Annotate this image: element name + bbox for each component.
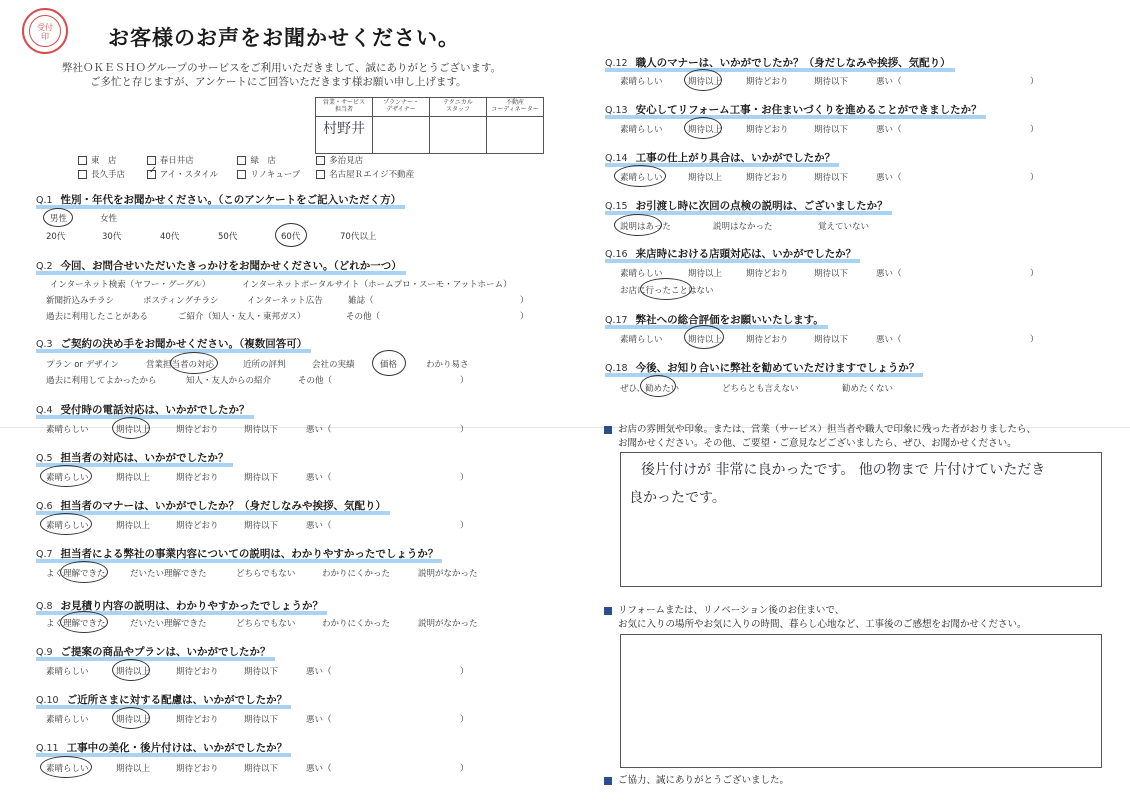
intro-line-2: ご多忙と存じますが、アンケートにご回答いただきます様お願い申し上げます。 xyxy=(90,76,467,88)
rating-option[interactable]: 期待以下 xyxy=(814,269,849,279)
q15-option[interactable]: 説明はあった xyxy=(620,222,671,232)
rating-option[interactable]: 期待どおり xyxy=(176,667,219,677)
rating-option[interactable]: 期待どおり xyxy=(746,335,789,345)
rating-option[interactable]: 素晴らしい xyxy=(46,473,89,483)
answer-circle xyxy=(60,611,108,633)
rating-option[interactable]: 期待以上 xyxy=(116,764,151,774)
rating-option[interactable]: 期待以上 xyxy=(688,173,723,183)
store-label: リノキューブ xyxy=(250,170,301,180)
understand-option[interactable]: だいたい理解できた xyxy=(130,619,207,629)
rating-paren-close: ） xyxy=(460,764,469,774)
rating-option[interactable]: 期待どおり xyxy=(746,269,789,279)
q1-age-70s[interactable]: 70代以上 xyxy=(340,232,377,242)
rating-option[interactable]: 期待以上 xyxy=(688,335,723,345)
rating-option-bad[interactable]: 悪い（ xyxy=(876,173,902,183)
rating-paren-close: ） xyxy=(1030,125,1039,135)
question-15: Q.15 お引渡し時に次回の点検の説明は、ございましたか？ xyxy=(605,198,892,215)
staff-value-sales[interactable] xyxy=(316,117,373,154)
rating-paren-close: ） xyxy=(1030,335,1039,345)
q3-option[interactable]: 営業担当者の対応 xyxy=(146,360,215,370)
rating-option[interactable]: 期待以上 xyxy=(116,521,151,531)
question-13: Q.13 安心してリフォーム工事・お住まいづくりを進めることができましたか？ xyxy=(605,102,986,119)
rating-option-bad[interactable]: 悪い（ xyxy=(306,521,332,531)
q2-option[interactable]: ご紹介（知人・友人・東邦ガス） xyxy=(178,312,306,322)
rating-option[interactable]: 期待以上 xyxy=(688,77,723,87)
handwritten-comment-line-2: 良かったです。 xyxy=(629,490,726,506)
rating-option[interactable]: 素晴らしい xyxy=(620,269,663,279)
answer-circle xyxy=(112,417,150,439)
staff-table xyxy=(315,97,544,154)
checkbox[interactable] xyxy=(316,156,325,165)
rating-option[interactable]: 素晴らしい xyxy=(46,764,89,774)
q2-option[interactable]: 過去に利用したことがある xyxy=(46,312,149,322)
rating-option[interactable]: 期待以下 xyxy=(814,77,849,87)
q1-gender-female[interactable]: 女性 xyxy=(100,214,118,224)
q1-age-20s[interactable]: 20代 xyxy=(46,232,66,242)
rating-option[interactable]: 期待どおり xyxy=(176,764,219,774)
handwritten-comment-line-1: 後片付けが 非常に良かったです。 他の物まで 片付けていただき xyxy=(641,462,1046,478)
q3-paren-close: ） xyxy=(460,376,469,386)
q2-option[interactable]: ポスティングチラシ xyxy=(143,296,219,306)
store-label: 緑 店 xyxy=(250,156,276,166)
question-14: Q.14 工事の仕上がり具合は、いかがでしたか？ xyxy=(605,150,839,167)
comment-section-1-line-2: お聞かせください。その他、ご要望・ご意見などございましたら、ぜひ、お聞かせください。 xyxy=(618,438,1017,449)
answer-circle xyxy=(372,350,406,376)
bullet-square-icon xyxy=(604,607,612,615)
q3-option[interactable]: プラン or デザイン xyxy=(46,360,120,370)
rating-paren-close: ） xyxy=(460,521,469,531)
rating-paren-close: ） xyxy=(1030,77,1039,87)
rating-option-bad[interactable]: 悪い（ xyxy=(306,764,332,774)
question-1: Q.1 性別・年代をお聞かせください。（このアンケートをご記入いただく方） xyxy=(36,192,405,209)
q3-option[interactable]: 過去に利用してよかったから xyxy=(46,376,157,386)
answer-circle xyxy=(640,278,692,300)
q2-option[interactable]: 新聞折込みチラシ xyxy=(46,296,115,306)
q2-option[interactable]: インターネット検索（ヤフー・グーグル） xyxy=(50,280,211,290)
comment-section-2-line-1: リフォームまたは、リノベーション後のお住まいで、 xyxy=(618,605,845,616)
question-4: Q.4 受付時の電話対応は、いかがでしたか？ xyxy=(36,402,254,419)
understand-option[interactable]: わかりにくかった xyxy=(322,569,391,579)
answer-circle xyxy=(684,69,722,91)
q1-age-30s[interactable]: 30代 xyxy=(102,232,122,242)
intro-line-1: 弊社ＯＫＥＳＨＯグループのサービスをご利用いただきまして、誠にありがとうございます。 xyxy=(62,62,502,74)
staff-value-realestate[interactable] xyxy=(487,117,544,154)
rating-option[interactable]: 素晴らしい xyxy=(46,521,89,531)
store-label: 多治見店 xyxy=(329,156,364,166)
store-label: 東 店 xyxy=(91,156,117,166)
thanks-text: ご協力、誠にありがとうございました。 xyxy=(618,775,790,786)
answer-circle xyxy=(60,561,108,583)
rating-option[interactable]: 期待以上 xyxy=(688,269,723,279)
comment-section-2-line-2: お気に入りの場所やお気に入りの時間、暮らし心地など、工事後のご感想をお聞かせください。 xyxy=(618,619,1027,630)
staff-header-sales: 営業・サービス 担当者 xyxy=(316,98,373,117)
rating-option-bad[interactable]: 悪い（ xyxy=(876,77,902,87)
rating-option-bad[interactable]: 悪い（ xyxy=(306,667,332,677)
rating-paren-close: ） xyxy=(460,473,469,483)
rating-option[interactable]: 期待以下 xyxy=(244,425,279,435)
rating-option[interactable]: 素晴らしい xyxy=(620,77,663,87)
question-18: Q.18 今後、お知り合いに弊社を勧めていただけますでしょうか？ xyxy=(605,360,923,377)
comment-section-2-heading xyxy=(604,604,1027,632)
understand-option[interactable]: わかりにくかった xyxy=(322,619,391,629)
rating-option[interactable]: 期待以上 xyxy=(116,667,151,677)
q3-option[interactable]: 会社の実績 xyxy=(312,360,355,370)
understand-option[interactable]: 説明がなかった xyxy=(418,619,478,629)
staff-header-technical: テクニカル スタッフ xyxy=(430,98,487,117)
q1-age-50s[interactable]: 50代 xyxy=(218,232,238,242)
rating-paren-close: ） xyxy=(460,425,469,435)
store-option[interactable] xyxy=(237,168,313,180)
bullet-square-icon xyxy=(604,426,612,434)
answer-circle xyxy=(112,707,150,729)
rating-paren-close: ） xyxy=(1030,173,1039,183)
understand-option[interactable]: 説明がなかった xyxy=(418,569,478,579)
store-option[interactable] xyxy=(78,168,144,180)
q3-option[interactable]: わかり易さ xyxy=(426,360,469,370)
staff-value-technical[interactable] xyxy=(430,117,487,154)
question-11: Q.11 工事中の美化・後片付けは、いかがでしたか？ xyxy=(36,740,291,757)
rating-option[interactable]: 素晴らしい xyxy=(620,173,663,183)
store-option[interactable] xyxy=(147,165,235,180)
rating-option[interactable]: 素晴らしい xyxy=(46,425,89,435)
checkbox[interactable] xyxy=(147,156,156,165)
answer-circle xyxy=(614,165,666,187)
rating-option[interactable]: 期待どおり xyxy=(176,473,219,483)
q1-age-40s[interactable]: 40代 xyxy=(160,232,180,242)
store-option[interactable] xyxy=(147,154,235,166)
understand-option[interactable]: よく理解できた xyxy=(46,569,106,579)
rating-option[interactable]: 期待以上 xyxy=(116,425,151,435)
q2-option-magazine[interactable]: 雑誌（ xyxy=(348,296,374,306)
rating-option[interactable]: 素晴らしい xyxy=(620,125,663,135)
rating-option[interactable]: 期待どおり xyxy=(746,125,789,135)
q3-option[interactable]: 近所の評判 xyxy=(243,360,286,370)
q15-option[interactable]: 覚えていない xyxy=(818,222,870,232)
checkbox[interactable] xyxy=(316,170,325,179)
rating-option[interactable]: 素晴らしい xyxy=(46,715,89,725)
answer-circle xyxy=(40,465,92,487)
bullet-square-icon xyxy=(604,777,612,785)
question-9: Q.9 ご提案の商品やプランは、いかがでしたか？ xyxy=(36,644,275,661)
answer-circle xyxy=(640,375,676,397)
question-6: Q.6 担当者のマナーは、いかがでしたか？（身だしなみや挨拶、気配り） xyxy=(36,498,390,515)
comment-section-1-line-1: お店の雰囲気や印象。または、営業（サービス）担当者や職人で印象に残った者がおりましたら、 xyxy=(618,424,1037,435)
understand-option[interactable]: どちらでもない xyxy=(236,569,296,579)
q2-paren-close: ） xyxy=(520,312,529,322)
rating-option[interactable]: 期待どおり xyxy=(746,173,789,183)
answer-circle xyxy=(170,352,218,374)
answer-circle xyxy=(112,659,150,681)
store-row-1 xyxy=(78,154,426,166)
question-17: Q.17 弊社への総合評価をお願いいたします。 xyxy=(605,312,828,329)
checkbox[interactable] xyxy=(237,170,246,179)
rating-option[interactable]: 期待どおり xyxy=(176,425,219,435)
q3-option[interactable]: 価格 xyxy=(380,360,398,370)
rating-option[interactable]: 期待以下 xyxy=(244,473,279,483)
store-row-2 xyxy=(78,165,446,180)
rating-option[interactable]: 期待以下 xyxy=(244,715,279,725)
answer-circle xyxy=(684,117,722,139)
rating-option-bad[interactable]: 悪い（ xyxy=(876,125,902,135)
checkbox-checked[interactable]: ✓ xyxy=(147,170,156,179)
checkbox[interactable] xyxy=(78,156,87,165)
rating-paren-close: ） xyxy=(460,715,469,725)
store-label: 名古屋Ｒエイジ不動産 xyxy=(329,170,415,180)
checkbox[interactable] xyxy=(237,156,246,165)
rating-option[interactable]: 期待どおり xyxy=(176,521,219,531)
answer-circle xyxy=(614,214,662,236)
rating-option-bad[interactable]: 悪い（ xyxy=(876,269,902,279)
staff-header-realestate: 不動産 コーディネーター xyxy=(487,98,544,117)
q15-option[interactable]: 説明はなかった xyxy=(713,222,773,232)
answer-circle xyxy=(43,208,73,227)
answer-circle xyxy=(40,513,92,535)
store-option[interactable] xyxy=(316,154,426,166)
comment-box-2[interactable] xyxy=(620,634,1102,768)
staff-signature: 村野井 xyxy=(323,121,365,137)
reception-stamp: 受付 印 xyxy=(22,8,68,54)
rating-option[interactable]: 期待以下 xyxy=(244,667,279,677)
store-label: 長久手店 xyxy=(91,170,126,180)
q2-option-other[interactable]: その他（ xyxy=(346,312,381,322)
rating-option-bad[interactable]: 悪い（ xyxy=(306,473,332,483)
question-5: Q.5 担当者の対応は、いかがでしたか？ xyxy=(36,450,233,467)
staff-value-planner[interactable] xyxy=(373,117,430,154)
rating-option[interactable]: 期待以上 xyxy=(116,473,151,483)
staff-header-planner: プランナー・ デザイナー xyxy=(373,98,430,117)
q18-option[interactable]: どちらとも言えない xyxy=(722,384,799,394)
question-7: Q.7 担当者による弊社の事業内容についての説明は、わかりやすかったでしょうか？ xyxy=(36,546,442,563)
answer-circle xyxy=(40,756,92,778)
rating-paren-close: ） xyxy=(460,667,469,677)
answer-circle xyxy=(275,223,307,247)
question-12: Q.12 職人のマナーは、いかがでしたか？（身だしなみや挨拶、気配り） xyxy=(605,55,955,72)
understand-option[interactable]: だいたい理解できた xyxy=(130,569,207,579)
question-10: Q.10 ご近所さまに対する配慮は、いかがでしたか？ xyxy=(36,692,291,709)
q18-option[interactable]: 勧めたくない xyxy=(842,384,894,394)
q1-age-60s[interactable]: 60代 xyxy=(281,232,301,242)
rating-option[interactable]: 素晴らしい xyxy=(46,667,89,677)
thanks-footer xyxy=(604,774,789,788)
store-label: アイ・スタイル xyxy=(159,170,219,180)
q2-option[interactable]: インターネットポータルサイト（ホームプロ・スーモ・アットホーム） xyxy=(242,280,512,290)
rating-option-bad[interactable]: 悪い（ xyxy=(306,715,332,725)
store-option[interactable] xyxy=(237,154,313,166)
store-option[interactable] xyxy=(316,168,446,180)
rating-paren-close: ） xyxy=(1030,269,1039,279)
q1-gender-male[interactable]: 男性 xyxy=(50,214,68,224)
rating-option[interactable]: 期待以下 xyxy=(244,521,279,531)
q2-option[interactable]: インターネット広告 xyxy=(247,296,323,306)
comment-box-1[interactable] xyxy=(620,452,1102,587)
rating-option-bad[interactable]: 悪い（ xyxy=(306,425,332,435)
store-label: 春日井店 xyxy=(159,156,194,166)
rating-option-bad[interactable]: 悪い（ xyxy=(876,335,902,345)
question-3: Q.3 ご契約の決め手をお聞かせください。（複数回答可） xyxy=(36,336,311,353)
rating-option[interactable]: 期待以下 xyxy=(814,173,849,183)
question-8: Q.8 お見積り内容の説明は、わかりやすかったでしょうか？ xyxy=(36,598,327,615)
rating-option[interactable]: 期待どおり xyxy=(746,77,789,87)
q16-never-visited[interactable]: お店に行ったことはない xyxy=(620,286,714,296)
rating-option[interactable]: 期待以上 xyxy=(688,125,723,135)
question-2: Q.2 今回、お問合せいただいたきっかけをお聞かせください。（どれか一つ） xyxy=(36,258,406,275)
rating-option[interactable]: 素晴らしい xyxy=(620,335,663,345)
q18-option[interactable]: ぜひ、勧めたい xyxy=(620,384,680,394)
q3-option-other[interactable]: その他（ xyxy=(298,376,333,386)
comment-section-1-heading xyxy=(604,423,1036,451)
q2-paren-close: ） xyxy=(520,296,529,306)
rating-option[interactable]: 期待以上 xyxy=(116,715,151,725)
understand-option[interactable]: よく理解できた xyxy=(46,619,106,629)
understand-option[interactable]: どちらでもない xyxy=(236,619,296,629)
checkbox[interactable] xyxy=(78,170,87,179)
answer-circle xyxy=(684,325,724,349)
rating-option[interactable]: 期待以下 xyxy=(814,335,849,345)
rating-option[interactable]: 期待以下 xyxy=(814,125,849,135)
q3-option[interactable]: 知人・友人からの紹介 xyxy=(186,376,272,386)
question-16: Q.16 来店時における店頭対応は、いかがでしたか？ xyxy=(605,246,860,263)
rating-option[interactable]: 期待以下 xyxy=(244,764,279,774)
store-option[interactable] xyxy=(78,154,144,166)
rating-option[interactable]: 期待どおり xyxy=(176,715,219,725)
page-title: お客様のお声をお聞かせください。 xyxy=(108,26,460,50)
